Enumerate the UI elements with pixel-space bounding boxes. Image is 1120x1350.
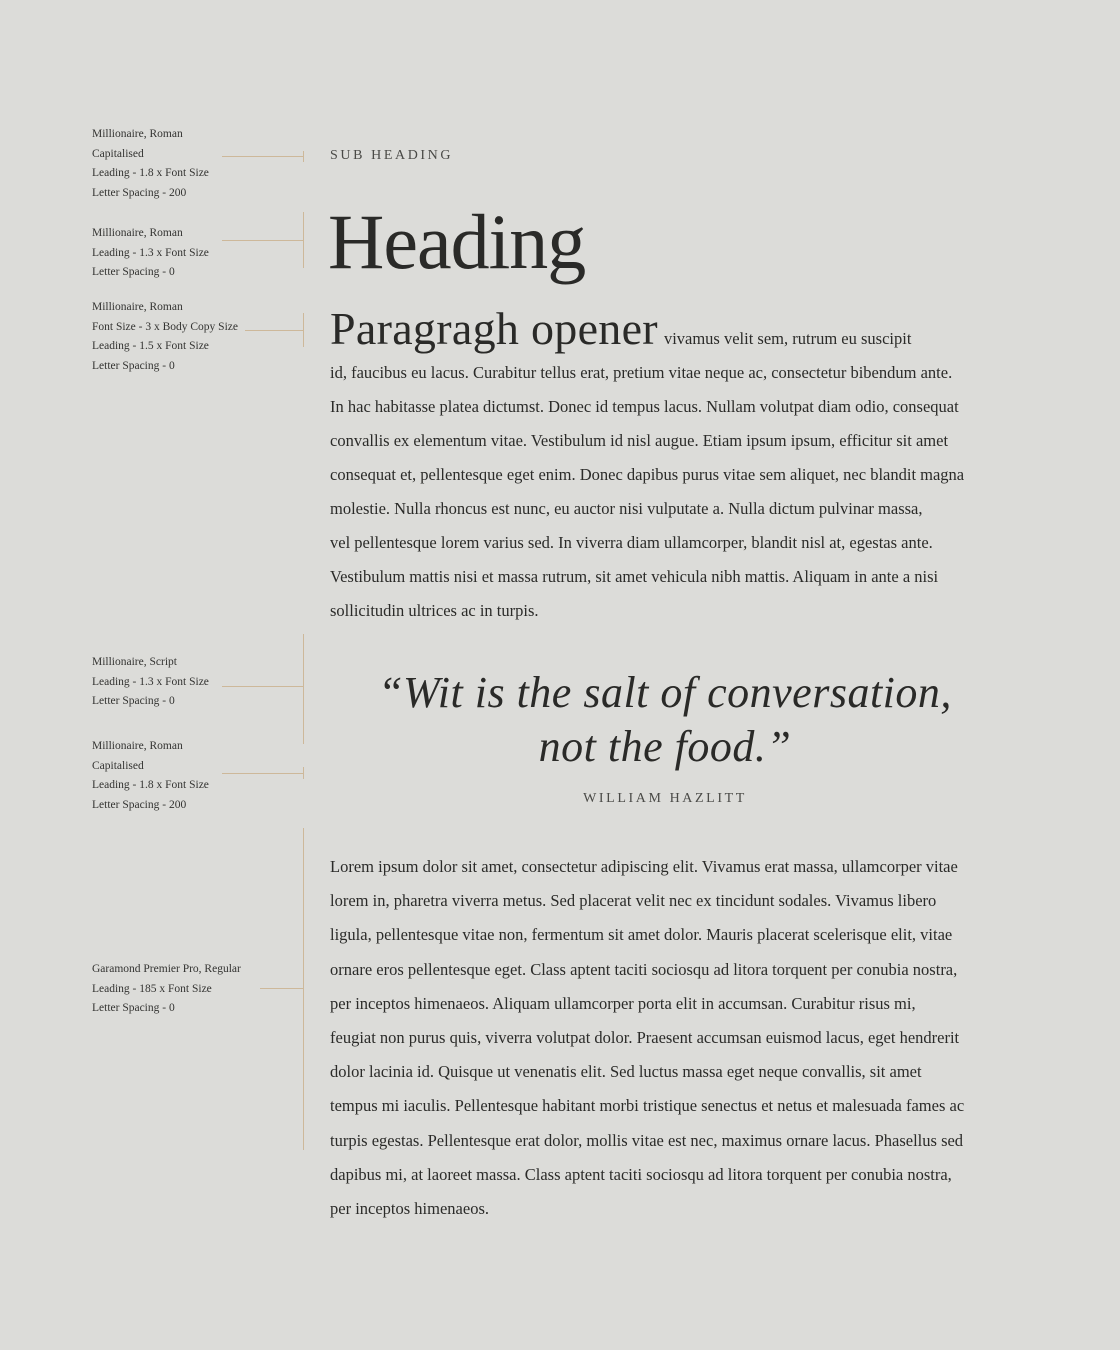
paragraph-opener: Paragragh opener [330, 303, 658, 354]
annotation-line: Letter Spacing - 200 [92, 798, 187, 811]
annotation-line: Leading - 1.8 x Font Size [92, 167, 209, 179]
sub-heading: SUB HEADING [330, 148, 454, 163]
annotation-line: Millionaire, Roman [92, 301, 183, 313]
annotation-line: Letter Spacing - 0 [92, 695, 175, 707]
annotation-line: Millionaire, Script [92, 656, 177, 668]
heading: Heading [328, 198, 586, 285]
paragraph-line: ornare eros pellentesque eget. Class aptent taciti sociosqu ad litora torquent per conubia nostra, [330, 959, 958, 979]
annotation-line: Capitalised [92, 759, 144, 772]
paragraph-line: consequat et, pellentesque eget enim. Donec dapibus purus vitae sem aliquet, nec blandit magna [330, 465, 965, 484]
guide-connector [222, 773, 303, 774]
paragraph-line: dolor lacinia id. Quisque ut venenatis elit. Sed luctus massa eget neque convallis, sit amet [330, 1062, 922, 1082]
paragraph-line: dapibus mi, at laoreet massa. Class aptent taciti sociosqu ad litora torquent per conubia nostra, [330, 1164, 952, 1184]
annotation-line: Capitalised [92, 147, 144, 160]
guide-bracket [303, 313, 304, 347]
annotation-line: Leading - 185 x Font Size [92, 982, 212, 995]
paragraph-line: per inceptos himenaeos. Aliquam ullamcorper porta elit in accumsan. Curabitur risus mi, [330, 993, 916, 1013]
paragraph-line: In hac habitasse platea dictumst. Donec id tempus lacus. Nullam volutpat diam odio, consequat [330, 397, 959, 416]
guide-bracket [303, 634, 304, 744]
paragraph-line: convallis ex elementum vitae. Vestibulum id nisl augue. Etiam ipsum ipsum, efficitur sit amet [330, 431, 949, 450]
annotation-line: Letter Spacing - 0 [92, 1002, 175, 1014]
quote-attribution: WILLIAM HAZLITT [583, 791, 747, 806]
paragraph-line: sollicitudin ultrices ac in turpis. [330, 601, 539, 620]
paragraph-line: vel pellentesque lorem varius sed. In viverra diam ullamcorper, blandit nisl at, egestas ante. [330, 533, 933, 552]
annotation-line: Leading - 1.8 x Font Size [92, 779, 209, 791]
guide-connector [222, 240, 303, 241]
annotation-quote [92, 653, 262, 712]
body-paragraph [330, 850, 1050, 1226]
annotation-attribution [92, 737, 262, 815]
annotation-heading [92, 224, 262, 283]
paragraph-line: id, faucibus eu lacus. Curabitur tellus erat, pretium vitae neque ac, consectetur bibendum ante. [330, 363, 953, 382]
annotation-line: Millionaire, Roman [92, 227, 183, 239]
guide-bracket [303, 151, 304, 162]
paragraph-line: Lorem ipsum dolor sit amet, consectetur adipiscing elit. Vivamus erat massa, ullamcorper vitae [330, 857, 958, 876]
paragraph-line: tempus mi iaculis. Pellentesque habitant morbi tristique senectus et netus et malesuada fames ac [330, 1096, 965, 1116]
annotation-line: Letter Spacing - 0 [92, 266, 175, 278]
paragraph-line: lorem in, pharetra viverra metus. Sed placerat velit nec ex tincidunt sodales. Vivamus libero [330, 891, 937, 911]
guide-bracket [303, 212, 304, 268]
guide-connector [222, 156, 303, 157]
paragraph-line: per inceptos himenaeos. [330, 1199, 489, 1219]
paragraph-line: turpis egestas. Pellentesque erat dolor, mollis vitae est nec, maximus ornare lacus. Phasellus sed [330, 1130, 964, 1150]
paragraph-text: vivamus velit sem, rutrum eu suscipit [663, 329, 912, 348]
paragraph-line: ligula, pellentesque vitae non, fermentum sit amet dolor. Mauris placerat scelerisque elit, vitae [330, 925, 953, 945]
guide-connector [222, 686, 303, 687]
annotation-line: Millionaire, Roman [92, 740, 183, 752]
annotation-subheading [92, 125, 262, 203]
paragraph-line [330, 302, 1030, 356]
annotation-body [92, 960, 262, 1019]
annotation-line: Millionaire, Roman [92, 128, 183, 140]
paragraph-line: Vestibulum mattis nisi et massa rutrum, sit amet vehicula nibh mattis. Aliquam in ante a nisi [330, 567, 939, 586]
guide-connector [260, 988, 303, 989]
annotation-line: Font Size - 3 x Body Copy Size [92, 320, 238, 333]
annotation-line: Leading - 1.3 x Font Size [92, 675, 209, 688]
opener-paragraph [330, 302, 1030, 628]
guide-bracket [303, 828, 304, 1150]
annotation-line: Leading - 1.3 x Font Size [92, 246, 209, 259]
pull-quote [330, 666, 1000, 774]
annotation-line: Leading - 1.5 x Font Size [92, 340, 209, 352]
quote-line: “Wit is the salt of conversation, [378, 668, 952, 717]
annotation-opener [92, 298, 262, 376]
annotation-line: Letter Spacing - 0 [92, 359, 175, 372]
annotation-line: Letter Spacing - 200 [92, 186, 187, 199]
guide-bracket [303, 767, 304, 779]
guide-connector [245, 330, 303, 331]
annotation-line: Garamond Premier Pro, Regular [92, 963, 241, 975]
paragraph-line: molestie. Nulla rhoncus est nunc, eu auctor nisi vulputate a. Nulla dictum pulvinar massa, [330, 499, 923, 518]
paragraph-line: feugiat non purus quis, viverra volutpat dolor. Praesent accumsan euismod lacus, eget hendrerit [330, 1028, 960, 1048]
quote-line: not the food.” [538, 722, 792, 771]
